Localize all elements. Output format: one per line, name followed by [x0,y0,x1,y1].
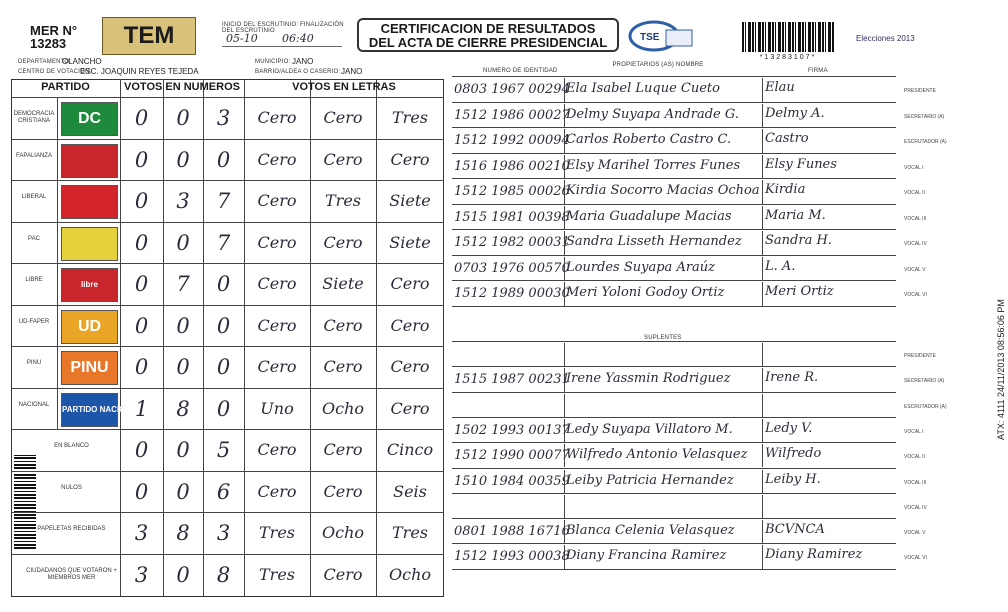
suplentes-top-line [452,341,896,342]
vote-digit: 3 [134,562,149,587]
title-line1: CERTIFICACION DE RESULTADOS [380,21,596,36]
mer-number [30,24,77,50]
party-logo-text [62,186,117,218]
vote-digit: 3 [134,521,149,545]
member-id: 1512 1990 00077 [454,448,570,464]
member-col-divider [762,257,763,281]
party-name: NACIONAL [18,401,50,408]
party-logo [61,227,118,261]
member-row-line [452,229,896,230]
barcode-side [14,455,36,549]
member-name: Elsy Marihel Torres Funes [566,157,741,173]
centro-label: CENTRO DE VOTACION: [18,69,92,75]
inicio-time: 06:40 [282,32,314,45]
member-name: Blanca Celenia Velasquez [566,523,735,539]
member-role: ESCRUTADOR (A) [904,403,947,410]
row-divider [11,139,444,140]
escrutinio-times [222,22,347,48]
member-id: 1512 1992 00094 [454,133,570,148]
vote-digit: 0 [134,272,149,296]
member-signature: L. A. [765,258,796,274]
row-divider [11,388,444,389]
member-id: 1516 1986 00210 [454,158,570,174]
member-col-divider [762,78,763,102]
header-letras: VOTOS EN LETRAS [292,81,396,93]
party-name: LIBERAL [21,194,47,200]
vote-digit: 0 [134,106,149,130]
member-col-divider [564,343,565,366]
member-role: SECRETARIO (A) [904,113,945,120]
vote-digit: 3 [176,189,190,213]
member-id: 1512 1982 00031 [454,235,570,250]
vote-digit: 0 [176,562,190,587]
party-logo [61,310,118,344]
barcode-number: *13283107* [759,54,817,61]
vote-digit: 1 [134,396,149,421]
vote-digit: 0 [134,230,149,255]
party-name: CIUDADANOS QUE VOTARON + MIEMBROS MER [26,567,117,581]
member-role: SECRETARIO (A) [904,378,945,385]
municipio-value: JANO [292,57,314,66]
firma-header: FIRMA [808,68,828,74]
inicio-date: 05-10 [226,32,258,45]
row-divider [11,471,444,472]
suplentes-label: SUPLENTES [644,335,682,341]
vote-digit: 0 [216,396,231,421]
member-row-line [452,417,896,418]
member-col-divider [762,104,763,128]
member-signature: BCVNCA [765,522,825,538]
member-role: VOCAL VI [904,292,927,298]
vote-word: Ocho [388,564,431,584]
member-row-line [452,204,896,205]
member-signature: Elau [765,80,795,95]
vote-word: Ocho [321,398,364,418]
row-divider [11,346,444,347]
name-header: PROPIETARIOS (AS) NOMBRE [612,62,704,68]
member-role: ESCRUTADOR (A) [904,139,947,145]
vote-word: Ocho [321,523,364,542]
party-logo-text: UD [77,317,102,335]
row-divider [11,180,444,181]
vote-word: Cero [257,440,297,459]
vote-word: Cero [257,481,297,501]
member-name: Sandra Lisseth Hernandez [566,234,742,249]
party-logo [61,144,118,178]
member-col-divider [762,129,763,153]
member-id: 1512 1989 00030 [454,286,570,301]
member-id: 0803 1967 00294 [454,82,570,97]
member-col-divider [762,419,763,442]
member-row-line [452,153,896,154]
vote-digit: 3 [216,106,231,130]
vote-digit: 0 [134,479,149,504]
tse-logo [626,18,696,56]
party-name: NULOS [61,484,82,491]
municipio-label: MUNICIPIO: [255,59,291,65]
member-col-divider [762,520,763,543]
member-id: 1512 1985 00026 [454,184,570,199]
member-signature: Castro [765,131,809,146]
vote-digit: 0 [134,189,149,213]
row-divider [11,305,444,306]
vote-digit: 6 [216,479,231,504]
row-divider [11,429,444,430]
header-divider [11,97,444,98]
member-row-line [452,102,896,103]
member-signature: Maria M. [765,207,826,223]
vote-digit: 0 [176,106,190,130]
member-role: VOCAL I [904,164,924,171]
member-role: VOCAL II [904,454,925,461]
member-col-divider [762,206,763,230]
vote-word: Tres [392,108,428,127]
party-logo-text: DC [77,110,102,127]
mer-value: 13283 [30,36,67,51]
vote-digit: 0 [176,438,190,462]
member-name: Kirdia Socorro Macias Ochoa [566,183,760,198]
row-divider [11,263,444,264]
member-role: VOCAL I [904,428,924,435]
vote-word: Cero [323,564,363,584]
member-name: Wilfredo Antonio Velasquez [566,447,748,463]
departamento-label: DEPARTAMENTO: [18,59,72,65]
member-id: 1512 1986 00027 [454,107,570,123]
member-signature: Kirdia [765,182,806,197]
party-logo [61,268,118,302]
vote-word: Cero [323,315,363,335]
vote-word: Seis [393,481,427,501]
party-name: FAPALIANZA [16,152,52,159]
party-logo [61,393,142,427]
member-name: Meri Yoloni Godoy Ortiz [566,285,725,300]
member-role: VOCAL IV [904,504,927,511]
vote-digit: 0 [134,313,149,338]
party-name: PAC [28,235,40,242]
vote-word: Cero [323,108,363,127]
member-signature: Leiby H. [765,471,821,487]
member-row-line [452,493,896,494]
member-row-line [452,569,896,570]
member-row-line [452,255,896,256]
vote-word: Cero [390,315,430,335]
party-logo-text: PINU [70,359,109,376]
vote-digit: 0 [216,313,231,338]
party-logo-text: libre [81,280,98,289]
vote-word: Cero [390,149,430,169]
party-name: EN BLANCO [54,443,89,449]
vote-digit: 0 [176,479,190,504]
member-role: PRESIDENTE [904,353,936,359]
vote-word: Cero [323,232,363,252]
member-col-divider [762,545,763,568]
vote-digit: 0 [134,355,149,379]
member-name: Lourdes Suyapa Araúz [566,259,716,275]
vote-word: Cero [257,108,297,127]
header-partido: PARTIDO [41,81,90,93]
vote-word: Cero [390,357,430,376]
tem-badge: TEM [102,17,196,55]
member-row-line [452,442,896,443]
time-underline [222,46,342,47]
member-row-line [452,518,896,519]
vote-word: Cero [323,481,363,501]
barrio-value: JANO [341,67,363,76]
vote-digit: 0 [216,147,231,172]
vote-digit: 0 [134,438,149,462]
party-name: PAPELETAS RECIBIDAS [37,526,106,532]
member-col-divider [762,444,763,467]
member-role: VOCAL II [904,190,925,196]
member-signature: Wilfredo [765,446,822,462]
vote-word: Siete [389,232,431,252]
title-line2: DEL ACTA DE CIERRE PRESIDENCIAL [368,35,608,50]
member-col-divider [762,368,763,391]
vote-word: Cero [257,357,297,376]
party-logo [61,185,118,219]
member-name: Maria Guadalupe Macias [566,208,732,224]
party-logo [61,351,118,385]
departamento-value: OLANCHO [62,57,102,66]
member-row-line [452,178,896,179]
member-name: Diany Francina Ramirez [566,548,727,564]
member-id: 1502 1993 00137 [454,422,570,438]
member-col-divider [762,180,763,204]
vote-word: Cero [323,357,363,376]
tse-logo-text: TSE [640,32,660,43]
member-row-line [452,366,896,367]
vote-word: Cinco [386,440,434,459]
member-col-divider [762,470,763,493]
member-col-divider [762,343,763,366]
vote-digit: 0 [176,147,190,172]
member-signature: Sandra H. [765,233,832,248]
member-role: VOCAL III [904,479,927,486]
vote-digit: 7 [176,272,190,296]
member-id: 1515 1987 00231 [454,372,570,388]
vote-word: Cero [323,440,363,459]
vote-word: Tres [392,523,428,542]
vote-digit: 0 [216,355,231,379]
vote-word: Siete [389,191,431,210]
member-col-divider [762,495,763,518]
barcode-top [742,22,834,52]
party-name: PINU [26,360,42,366]
member-row-line [452,280,896,281]
member-role: VOCAL V [904,530,926,537]
member-id: 1510 1984 00359 [454,473,570,489]
member-name: Ledy Suyapa Villatoro M. [566,421,733,437]
party-logo-text [62,145,117,177]
member-signature: Ledy V. [765,420,813,436]
member-role: PRESIDENTE [904,88,936,94]
member-col-divider [762,394,763,417]
vote-word: Siete [322,274,364,293]
row-divider [11,554,444,555]
vote-word: Tres [259,523,295,542]
tse-logo-icon [626,18,696,56]
row-divider [11,512,444,513]
party-name: LIBRE [25,277,43,283]
vote-digit: 0 [176,355,190,379]
member-col-divider [564,394,565,417]
row-divider [11,222,444,223]
elecciones-logo: Elecciones 2013 [856,34,915,43]
vote-word: Cero [257,315,297,335]
vote-digit: 7 [216,189,231,213]
centro-value: ESC. JOAQUIN REYES TEJEDA [80,67,199,76]
document-title [357,18,619,52]
member-col-divider [762,231,763,255]
member-signature: Meri Ortiz [765,284,834,299]
mer-label: MER N° [30,23,78,38]
member-role: VOCAL IV [904,241,927,247]
member-id: 0801 1988 16716 [454,524,570,540]
vote-word: Uno [260,398,294,418]
member-signature: Diany Ramirez [765,547,863,563]
vote-digit: 8 [176,521,190,545]
vote-digit: 0 [176,230,190,255]
member-col-divider [762,155,763,179]
vote-digit: 5 [216,438,231,462]
member-id: 0703 1976 00570 [454,260,570,276]
party-logo-text: PARTIDO NACIONAL [62,404,142,414]
vote-digit: 0 [176,313,190,338]
member-name: Carlos Roberto Castro C. [566,132,732,147]
party-logo-text [62,228,117,260]
member-signature: Delmy A. [765,105,825,121]
barrio-label: BARRIO/ALDEA O CASERIO: [255,69,341,75]
member-name: Leiby Patricia Hernandez [566,472,734,488]
member-signature: Elsy Funes [765,156,837,172]
vote-digit: 0 [216,272,231,296]
vote-word: Cero [390,274,430,293]
member-id: 1515 1981 00398 [454,209,570,225]
member-col-divider [762,282,763,306]
member-col-divider [564,495,565,518]
vote-word: Cero [323,149,363,169]
member-role: VOCAL III [904,215,927,222]
member-id: 1512 1993 00038 [454,549,570,565]
party-logo [61,102,118,136]
party-name: DEMOCRACIA CRISTIANA [13,111,55,124]
member-signature: Irene R. [765,370,819,386]
member-row-line [452,468,896,469]
member-row-line [452,127,896,128]
vote-digit: 3 [216,521,231,545]
vote-digit: 0 [134,147,149,172]
vote-digit: 8 [176,396,190,421]
vote-word: Cero [390,398,430,418]
vote-digit: 8 [216,562,231,587]
header-numeros: VOTOS EN NUMEROS [124,81,240,93]
member-top-line [452,76,896,77]
vote-word: Cero [257,232,297,252]
vote-word: Cero [257,149,297,169]
transmission-stamp: ATX: 4111 24/11/2013 08:56:06 PM [996,299,1006,440]
member-role: VOCAL VI [904,555,927,562]
member-role: VOCAL V [904,266,926,273]
vote-word: Tres [325,191,361,210]
member-name: Delmy Suyapa Andrade G. [566,106,739,122]
vote-word: Cero [257,191,297,210]
member-name: Irene Yassmin Rodriguez [566,371,731,387]
vote-word: Tres [259,564,295,584]
member-row-line [452,392,896,393]
party-name: UD-FAPER [18,318,50,325]
member-row-line [452,306,896,307]
id-header: NUMERO DE IDENTIDAD [483,68,558,74]
vote-digit: 7 [216,230,231,255]
member-name: Ela Isabel Luque Cueto [566,81,720,96]
vote-word: Cero [257,274,297,293]
inicio-label: INICIO DEL ESCRUTINIO: FINALIZACIÓN DEL ESCRUTINIO [222,22,344,34]
member-row-line [452,543,896,544]
